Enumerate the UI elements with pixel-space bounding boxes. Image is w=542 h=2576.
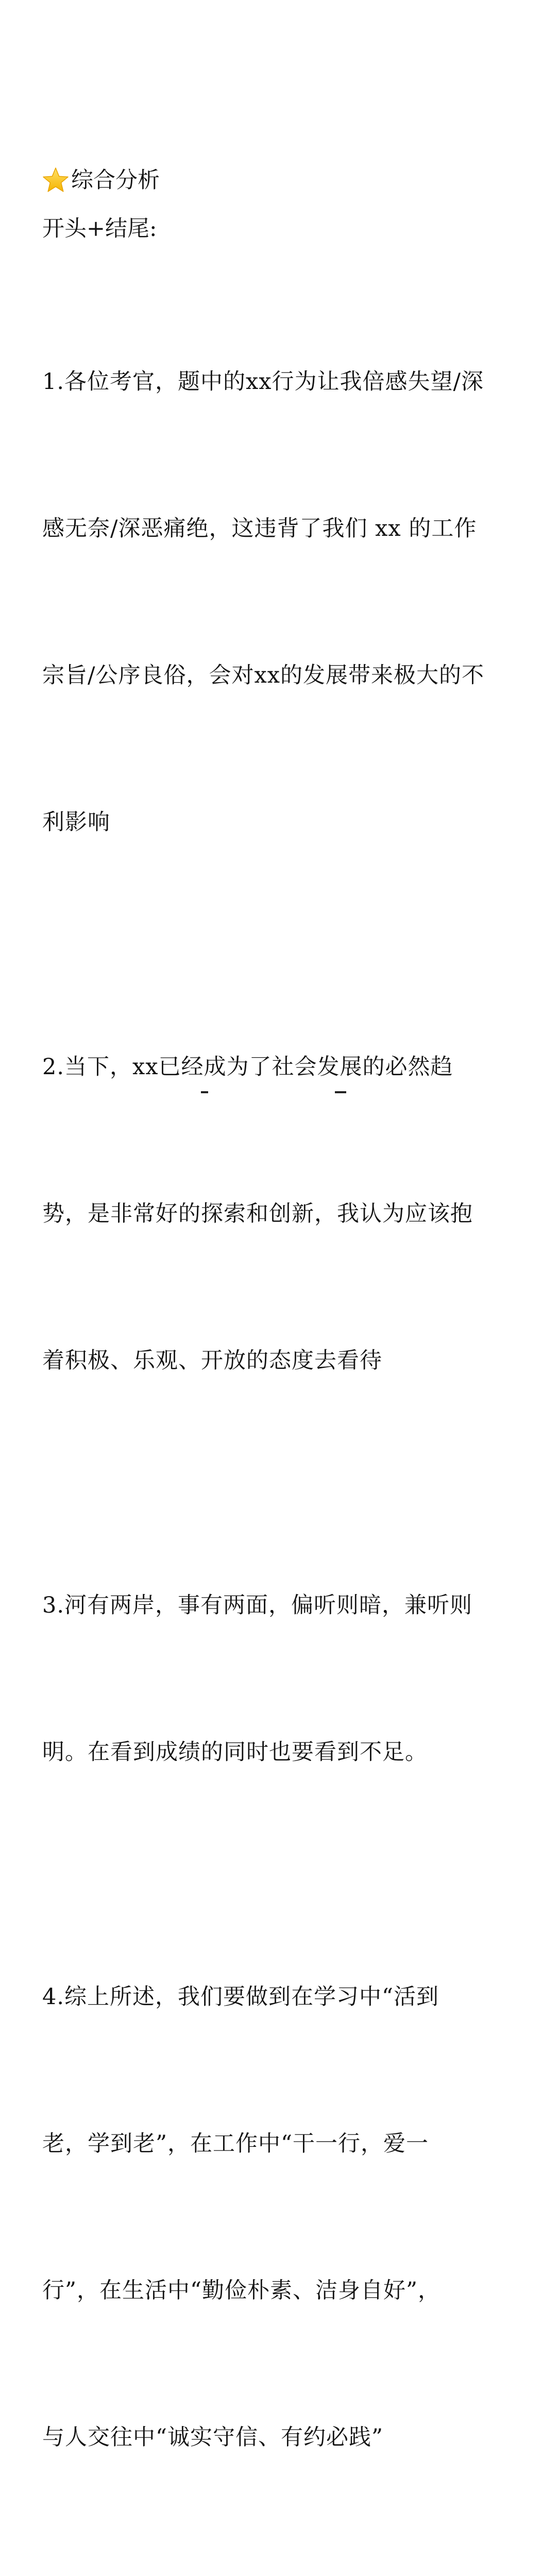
item-line: 3.河有两岸，事有两面，偏听则暗，兼听则: [42, 1592, 473, 1618]
section-heading: [42, 164, 506, 197]
item-line: 利影响: [42, 809, 110, 835]
star-icon: [42, 167, 69, 194]
list-item: [42, 1483, 506, 1875]
item-line: 着积极、乐观、开放的态度去看待: [42, 1348, 382, 1374]
item-line: 感无奈/深恶痛绝，这违背了我们 xx 的工作: [42, 516, 477, 541]
item-line: 宗旨/公序良俗，会对xx的发展带来极大的不: [42, 663, 484, 688]
subheading: 开头+结尾:: [42, 216, 157, 242]
list-item: [42, 2560, 506, 2576]
cropped-text-fragment: [185, 1088, 361, 1096]
item-line: 1.各位考官，题中的xx行为让我倍感失望/深: [42, 369, 484, 395]
item-line: 2.当下，xx已经成为了社会发展的必然趋: [42, 1054, 453, 1080]
item-line: 势，是非常好的探索和创新，我认为应该抱: [42, 1201, 473, 1227]
item-line: 4.综上所述，我们要做到在学习中“活到: [42, 1984, 439, 2010]
list-item: [42, 1875, 506, 2560]
section-heading-text: 综合分析: [71, 167, 160, 193]
item-line: 与人交往中“诚实守信、有约必践”: [42, 2425, 383, 2450]
document-content: [42, 164, 506, 2576]
list-item: [42, 945, 506, 1483]
list-item: [42, 260, 506, 945]
item-line: 明。在看到成绩的同时也要看到不足。: [42, 1739, 428, 1765]
item-line: 老，学到老”，在工作中“干一行，爱一: [42, 2131, 429, 2157]
item-line: 行”，在生活中“勤俭朴素、洁身自好”，: [42, 2278, 441, 2303]
